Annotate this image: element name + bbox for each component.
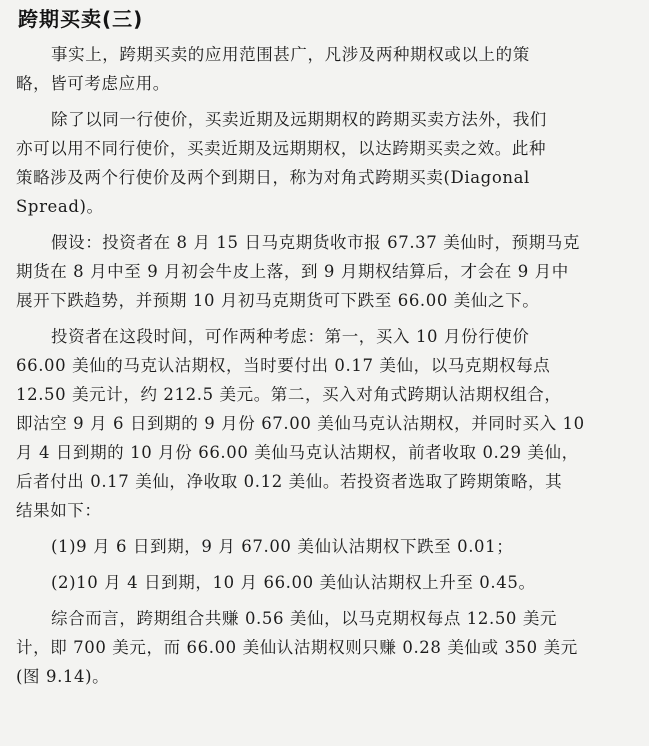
text-line: 月 4 日到期的 10 月份 66.00 美仙马克认沽期权，前者收取 0.29 美仙， [16, 443, 579, 462]
text-line: 综合而言，跨期组合共赚 0.56 美仙，以马克期权每点 12.50 美元 [51, 609, 558, 628]
result-item-2 [16, 568, 635, 597]
text-line: 结果如下： [16, 501, 102, 520]
text-line: 后者付出 0.17 美仙，净收取 0.12 美仙。若投资者选取了跨期策略，其 [16, 472, 563, 491]
text-line: 投资者在这段时间，可作两种考虑：第一，买入 10 月份行使价 [51, 327, 530, 346]
text-line: 假设：投资者在 8 月 15 日马克期货收市报 67.37 美仙时，预期马克 [51, 233, 580, 252]
section-title: 跨期买卖(三) [18, 7, 144, 31]
text-line: (2)10 月 4 日到期，10 月 66.00 美仙认沽期权上升至 0.45。 [51, 573, 536, 592]
paragraph-intro [16, 40, 635, 98]
paragraph-assumption [16, 228, 635, 315]
text-line: 即沽空 9 月 6 日到期的 9 月份 67.00 美仙马克认沽期权，并同时买入 10 [16, 414, 585, 433]
text-line: 展开下跌趋势，并预期 10 月初马克期货可下跌至 66.00 美仙之下。 [16, 291, 540, 310]
text-line: 除了以同一行使价，买卖近期及远期期权的跨期买卖方法外，我们 [51, 110, 547, 129]
paragraph-diagonal-spread [16, 105, 635, 221]
result-item-1 [16, 532, 635, 561]
text-line: (1)9 月 6 日到期，9 月 67.00 美仙认沽期权下跌至 0.01； [51, 537, 514, 556]
text-line: Spread)。 [16, 197, 104, 216]
paragraph-options [16, 322, 635, 525]
text-line: 期货在 8 月中至 9 月初会牛皮上落，到 9 月期权结算后，才会在 9 月中 [16, 262, 569, 281]
text-line: 略，皆可考虑应用。 [16, 74, 170, 93]
text-line: (图 9.14)。 [16, 667, 110, 686]
paragraph-summary [16, 604, 635, 691]
text-line: 事实上，跨期买卖的应用范围甚广，凡涉及两种期权或以上的策 [51, 45, 530, 64]
text-line: 12.50 美元计，约 212.5 美元。第二，买入对角式跨期认沽期权组合， [16, 385, 562, 404]
text-line: 计，即 700 美元，而 66.00 美仙认沽期权则只赚 0.28 美仙或 350 美元 [16, 638, 578, 657]
text-line: 策略涉及两个行使价及两个到期日，称为对角式跨期买卖(Diagonal [16, 168, 530, 187]
text-line: 亦可以用不同行使价，买卖近期及远期期权，以达跨期买卖之效。此种 [16, 139, 547, 158]
text-line: 66.00 美仙的马克认沽期权，当时要付出 0.17 美仙，以马克期权每点 [16, 356, 551, 375]
